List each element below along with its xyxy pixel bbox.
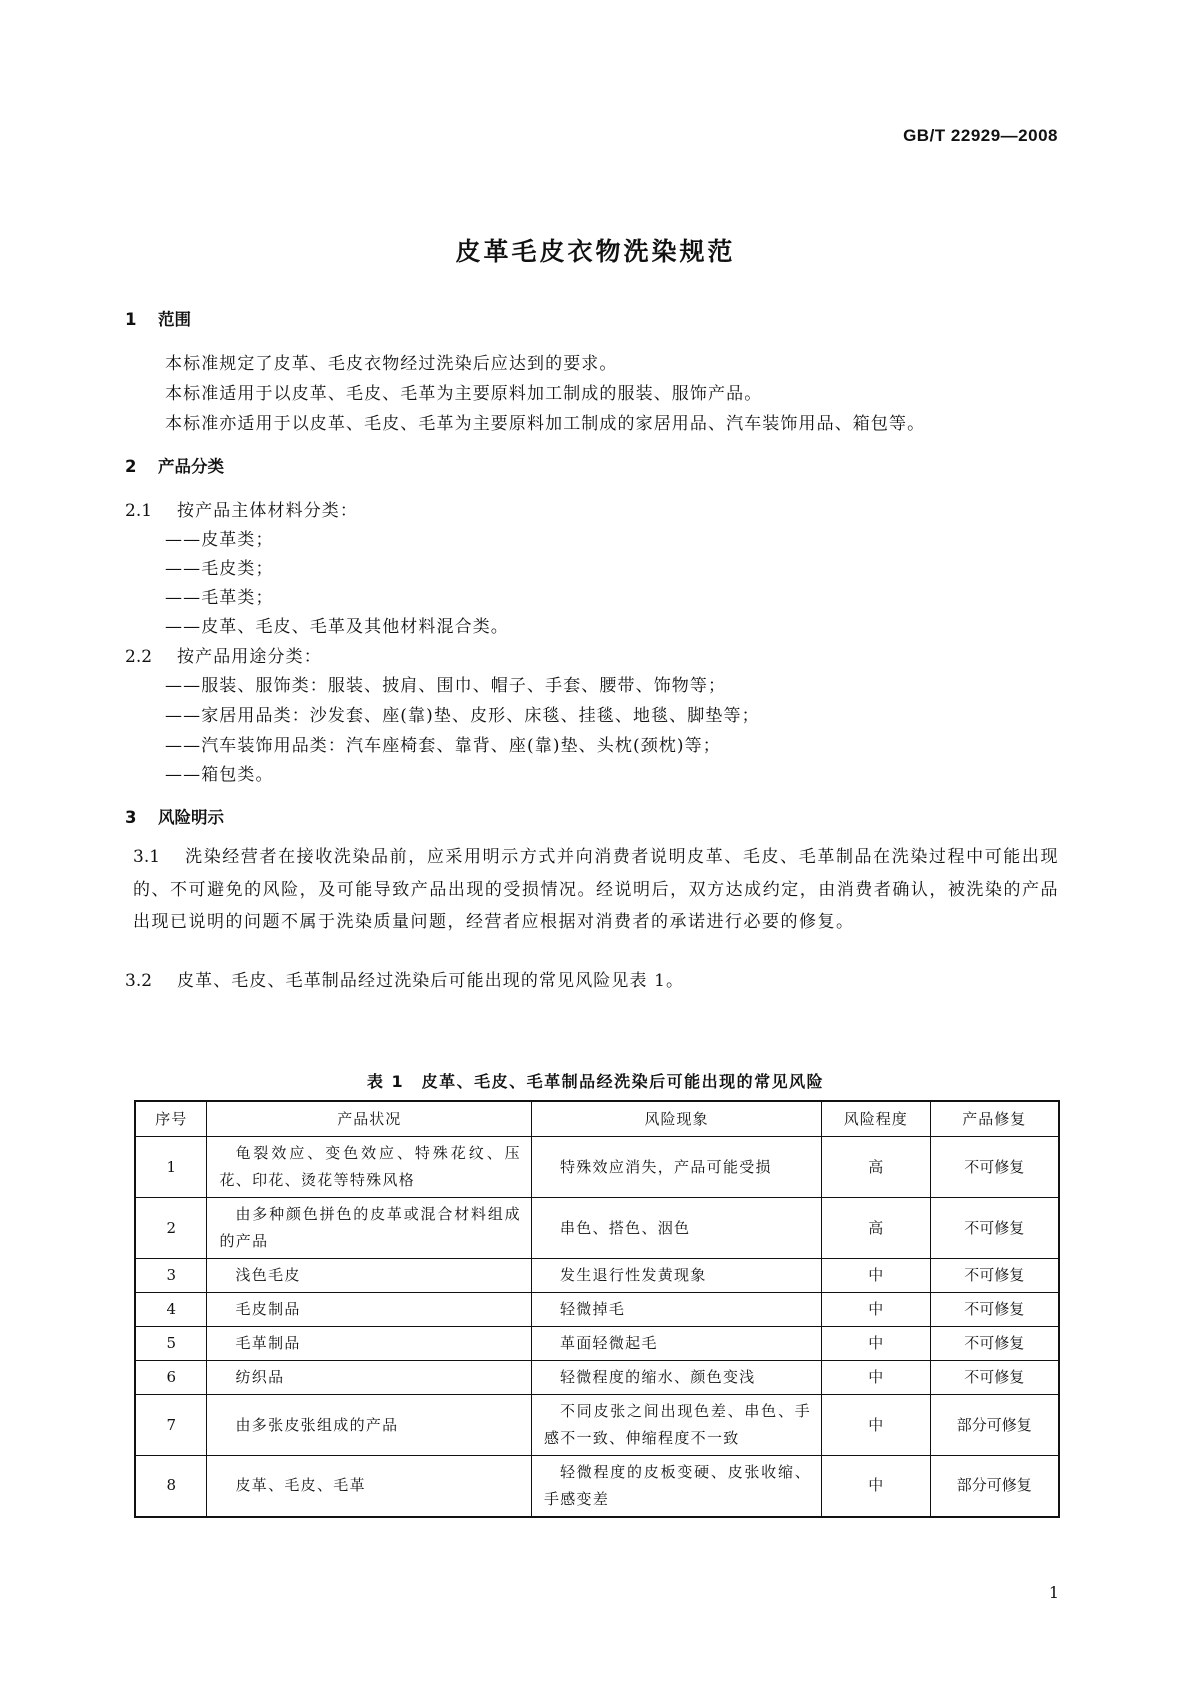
cell-repair: 不可修复 (930, 1293, 1059, 1327)
cell-level: 中 (822, 1259, 931, 1293)
column-header: 风险程度 (822, 1101, 931, 1137)
list-item: ——箱包类。 (165, 765, 274, 785)
cell-level: 中 (822, 1327, 931, 1361)
cell-phenomenon: 革面轻微起毛 (531, 1327, 821, 1361)
section-number: 1 (125, 310, 137, 329)
list-item: ——汽车装饰用品类：汽车座椅套、靠背、座(靠)垫、头枕(颈枕)等； (165, 736, 721, 756)
cell-phenomenon: 轻微掉毛 (531, 1293, 821, 1327)
column-header: 产品状况 (207, 1101, 531, 1137)
section-1-heading (125, 306, 191, 330)
cell-phenomenon: 轻微程度的缩水、颜色变浅 (531, 1361, 821, 1395)
cell-number: 4 (135, 1293, 207, 1327)
subsection-3-2 (125, 966, 684, 991)
subsection-number: 2.1 (125, 501, 153, 521)
section-title: 风险明示 (158, 808, 224, 827)
cell-number: 8 (135, 1456, 207, 1517)
section-2-heading (125, 453, 224, 477)
document-title: 皮革毛皮衣物洗染规范 (455, 237, 736, 266)
table-row (135, 1327, 1059, 1361)
cell-repair: 不可修复 (930, 1259, 1059, 1293)
cell-repair: 部分可修复 (930, 1395, 1059, 1456)
page-number: 1 (1048, 1583, 1059, 1602)
cell-repair: 不可修复 (930, 1198, 1059, 1259)
table-header-row (135, 1101, 1059, 1137)
cell-repair: 不可修复 (930, 1137, 1059, 1198)
cell-phenomenon: 发生退行性发黄现象 (531, 1259, 821, 1293)
column-header: 序号 (135, 1101, 207, 1137)
subsection-number: 3.2 (125, 971, 153, 991)
table-row (135, 1361, 1059, 1395)
cell-number: 1 (135, 1137, 207, 1198)
cell-phenomenon: 不同皮张之间出现色差、串色、手感不一致、伸缩程度不一致 (531, 1395, 821, 1456)
subsection-text: 皮革、毛皮、毛革制品经过洗染后可能出现的常见风险见表 1。 (177, 971, 685, 991)
cell-level: 高 (822, 1198, 931, 1259)
cell-repair: 部分可修复 (930, 1456, 1059, 1517)
section-number: 3 (125, 808, 137, 827)
table-row (135, 1259, 1059, 1293)
section-1-paragraph: 本标准亦适用于以皮革、毛皮、毛革为主要原料加工制成的家居用品、汽车装饰用品、箱包等。 (165, 414, 926, 434)
subsection-text: 按产品用途分类： (177, 647, 322, 667)
section-number: 2 (125, 457, 137, 476)
table-row (135, 1137, 1059, 1198)
cell-level: 中 (822, 1361, 931, 1395)
table-caption: 表 1 皮革、毛皮、毛革制品经洗染后可能出现的常见风险 (366, 1072, 825, 1091)
section-1-paragraph: 本标准规定了皮革、毛皮衣物经过洗染后应达到的要求。 (165, 354, 618, 374)
subsection-3-1 (133, 841, 1059, 939)
table-row (135, 1456, 1059, 1517)
subsection-number: 3.1 (133, 847, 161, 867)
table-row (135, 1198, 1059, 1259)
list-item: ——皮革类； (165, 530, 274, 550)
subsection-2-2 (125, 642, 322, 667)
cell-level: 高 (822, 1137, 931, 1198)
cell-number: 5 (135, 1327, 207, 1361)
cell-condition: 浅色毛皮 (207, 1259, 531, 1293)
cell-condition: 由多种颜色拼色的皮革或混合材料组成的产品 (207, 1198, 531, 1259)
subsection-text: 洗染经营者在接收洗染品前，应采用明示方式并向消费者说明皮革、毛皮、毛革制品在洗染过程中可能出现的、不可避免的风险，及可能导致产品出现的受损情况。经说明后，双方达成约定，由消费者确认，被洗染的产品出现已说明的问题不属于洗染质量问题，经营者应根据对消费者的承诺进行必要的修复。 (133, 847, 1059, 932)
table-row (135, 1395, 1059, 1456)
subsection-text: 按产品主体材料分类： (177, 501, 358, 521)
list-item: ——毛革类； (165, 588, 274, 608)
section-title: 产品分类 (158, 457, 224, 476)
section-1-paragraph: 本标准适用于以皮革、毛皮、毛革为主要原料加工制成的服装、服饰产品。 (165, 384, 763, 404)
column-header: 风险现象 (531, 1101, 821, 1137)
cell-condition: 由多张皮张组成的产品 (207, 1395, 531, 1456)
cell-condition: 毛革制品 (207, 1327, 531, 1361)
cell-level: 中 (822, 1456, 931, 1517)
subsection-number: 2.2 (125, 647, 153, 667)
cell-condition: 皮革、毛皮、毛革 (207, 1456, 531, 1517)
list-item: ——服装、服饰类：服装、披肩、围巾、帽子、手套、腰带、饰物等； (165, 676, 727, 696)
cell-condition: 毛皮制品 (207, 1293, 531, 1327)
section-title: 范围 (158, 310, 191, 329)
cell-phenomenon: 串色、搭色、洇色 (531, 1198, 821, 1259)
cell-number: 6 (135, 1361, 207, 1395)
cell-number: 3 (135, 1259, 207, 1293)
cell-number: 7 (135, 1395, 207, 1456)
cell-condition: 纺织品 (207, 1361, 531, 1395)
cell-repair: 不可修复 (930, 1327, 1059, 1361)
cell-repair: 不可修复 (930, 1361, 1059, 1395)
subsection-2-1 (125, 496, 358, 521)
section-3-heading (125, 804, 224, 828)
cell-number: 2 (135, 1198, 207, 1259)
list-item: ——皮革、毛皮、毛革及其他材料混合类。 (165, 617, 509, 637)
cell-condition: 龟裂效应、变色效应、特殊花纹、压花、印花、烫花等特殊风格 (207, 1137, 531, 1198)
cell-phenomenon: 特殊效应消失，产品可能受损 (531, 1137, 821, 1198)
cell-level: 中 (822, 1395, 931, 1456)
list-item: ——毛皮类； (165, 559, 274, 579)
risk-table (134, 1100, 1060, 1518)
standard-code: GB/T 22929—2008 (903, 126, 1058, 145)
list-item: ——家居用品类：沙发套、座(靠)垫、皮形、床毯、挂毯、地毯、脚垫等； (165, 706, 760, 726)
cell-phenomenon: 轻微程度的皮板变硬、皮张收缩、手感变差 (531, 1456, 821, 1517)
table-row (135, 1293, 1059, 1327)
column-header: 产品修复 (930, 1101, 1059, 1137)
cell-level: 中 (822, 1293, 931, 1327)
